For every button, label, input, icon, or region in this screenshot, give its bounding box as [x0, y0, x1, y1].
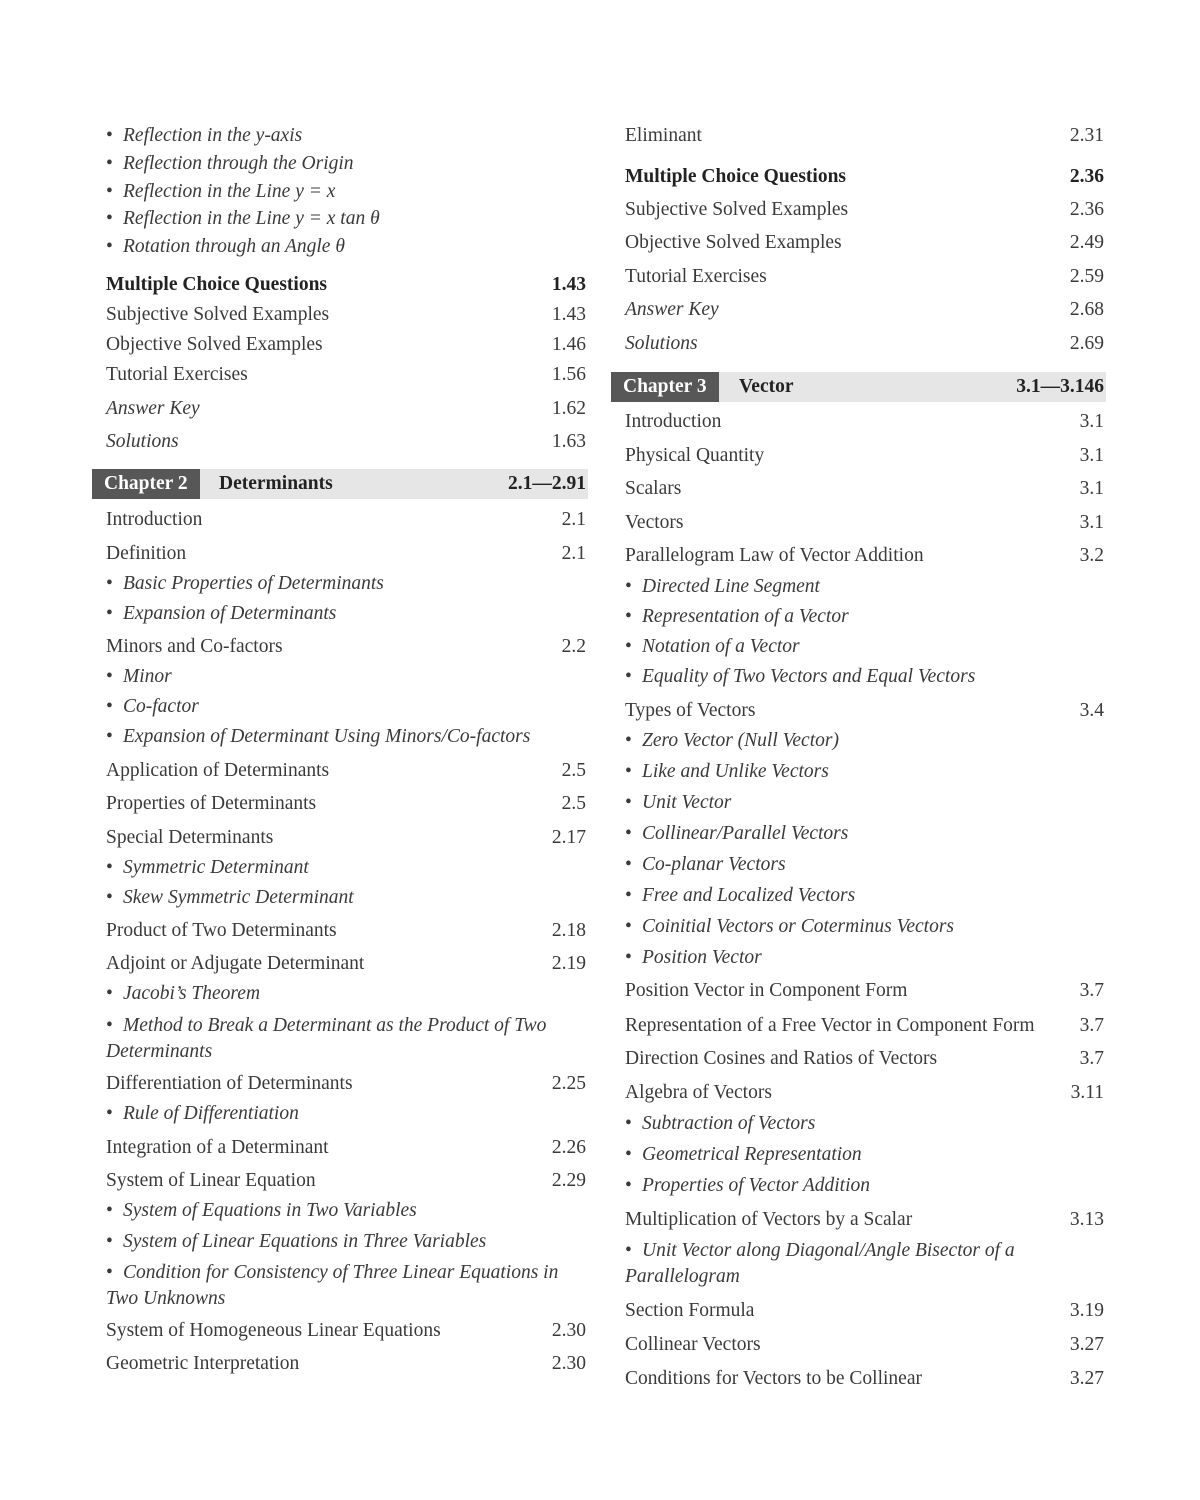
toc-page-number: 3.27: [1069, 1368, 1104, 1389]
toc-subitem-text: • Co-planar Vectors: [611, 853, 1106, 877]
toc-entry-text: Geometric Interpretation: [106, 1353, 300, 1374]
toc-subitem[interactable]: [92, 1230, 588, 1260]
toc-entry[interactable]: [611, 231, 1106, 265]
toc-page-number: 2.30: [551, 1320, 586, 1341]
toc-subitem-text: • Representation of a Vector: [611, 605, 1106, 629]
chapter-number-label: Chapter 3: [611, 372, 719, 402]
toc-entry[interactable]: [611, 1081, 1106, 1112]
toc-entry-text: Collinear Vectors: [625, 1334, 761, 1355]
toc-subitem-text: • Skew Symmetric Determinant: [92, 886, 588, 910]
toc-subitem[interactable]: [92, 856, 588, 886]
toc-subitem[interactable]: [92, 665, 588, 695]
toc-subitem-text: • Reflection in the y-axis: [92, 124, 588, 148]
toc-entry[interactable]: [92, 919, 588, 952]
toc-entry-text: Answer Key: [106, 398, 200, 419]
chapter-3-heading[interactable]: [611, 372, 1106, 402]
toc-entry-text: Solutions: [625, 333, 698, 354]
toc-page-number: 2.5: [561, 760, 586, 781]
toc-page-number: 3.19: [1069, 1300, 1104, 1321]
toc-subitem[interactable]: [92, 602, 588, 635]
toc-subitem-text: • Method to Break a Determinant as the Product of Two Determinants: [92, 1013, 588, 1065]
toc-subitem[interactable]: [611, 884, 1106, 915]
toc-entry-text: Direction Cosines and Ratios of Vectors: [625, 1048, 938, 1069]
toc-entry-text: Introduction: [106, 509, 203, 530]
toc-entry-text: Multiple Choice Questions: [625, 166, 847, 187]
toc-page-number: 2.31: [1069, 125, 1104, 146]
toc-entry-text: Eliminant: [625, 125, 702, 146]
toc-subitem-text: • Coinitial Vectors or Coterminus Vectors: [611, 915, 1106, 939]
toc-entry[interactable]: [611, 410, 1106, 444]
toc-entry[interactable]: [611, 198, 1106, 231]
toc-subitem[interactable]: [611, 822, 1106, 853]
toc-subitem-text: • Symmetric Determinant: [92, 856, 588, 880]
toc-entry-text: Tutorial Exercises: [106, 364, 248, 385]
toc-page-number: 3.1: [1079, 478, 1104, 499]
toc-mcq-entry[interactable]: [611, 165, 1106, 198]
toc-entry[interactable]: [611, 298, 1106, 332]
toc-subitem-text: • Unit Vector: [611, 791, 1106, 815]
toc-subitem-text: • Expansion of Determinant Using Minors/Co-factors: [92, 725, 588, 749]
toc-subitem[interactable]: [611, 791, 1106, 822]
toc-page-number: 3.4: [1079, 700, 1104, 721]
toc-subitem[interactable]: [92, 1260, 588, 1319]
toc-entry-text: Objective Solved Examples: [625, 232, 842, 253]
toc-entry[interactable]: [611, 699, 1106, 729]
toc-page-number: 2.1: [561, 509, 586, 530]
toc-entry[interactable]: [92, 430, 588, 469]
toc-entry-text: Integration of a Determinant: [106, 1137, 329, 1158]
toc-entry[interactable]: [92, 303, 588, 333]
chapter-page-range: 2.1—2.91: [508, 473, 586, 494]
toc-page-number: 1.63: [551, 431, 586, 452]
toc-subitem-text: • Equality of Two Vectors and Equal Vectors: [611, 665, 1106, 689]
toc-entry-text: Subjective Solved Examples: [106, 304, 330, 325]
toc-entry[interactable]: [611, 1208, 1106, 1238]
toc-page-number: 2.26: [551, 1137, 586, 1158]
toc-subitem[interactable]: [611, 1174, 1106, 1208]
toc-subitem-text: • Notation of a Vector: [611, 635, 1106, 659]
toc-entry-text: Physical Quantity: [625, 445, 765, 466]
toc-subitem-text: • Basic Properties of Determinants: [92, 572, 588, 596]
chapter-2-heading[interactable]: [92, 469, 588, 499]
toc-entry-text: Properties of Determinants: [106, 793, 317, 814]
toc-entry-text: Parallelogram Law of Vector Addition: [625, 545, 924, 566]
toc-subitem-text: • Zero Vector (Null Vector): [611, 729, 1106, 753]
chapter-title: Vector: [739, 376, 794, 397]
toc-entry[interactable]: [92, 1072, 588, 1102]
toc-subitem-text: • Position Vector: [611, 946, 1106, 970]
toc-entry-text: Position Vector in Component Form: [625, 980, 908, 1001]
toc-entry-text: Conditions for Vectors to be Collinear: [625, 1368, 922, 1389]
toc-entry-text: Algebra of Vectors: [625, 1082, 772, 1103]
toc-page-number: 1.62: [551, 398, 586, 419]
toc-page-number: 1.56: [551, 364, 586, 385]
toc-subitem-text: • Rotation through an Angle θ: [92, 235, 588, 259]
toc-entry[interactable]: [92, 826, 588, 856]
toc-subitem[interactable]: [92, 982, 588, 1013]
toc-subitem[interactable]: [611, 665, 1106, 699]
toc-subitem[interactable]: [92, 152, 588, 180]
toc-subitem[interactable]: [92, 1013, 588, 1072]
toc-entry[interactable]: [92, 363, 588, 397]
toc-subitem-text: • Geometrical Representation: [611, 1143, 1106, 1167]
toc-page-number: 3.7: [1079, 980, 1104, 1001]
toc-page-number: 2.69: [1069, 333, 1104, 354]
toc-entry-text: Introduction: [625, 411, 722, 432]
chapter-page-range: 3.1—3.146: [1016, 376, 1104, 397]
chapter-title: Determinants: [219, 473, 333, 494]
toc-page-number: 3.13: [1069, 1209, 1104, 1230]
toc-entry[interactable]: [611, 1014, 1106, 1047]
toc-page-number: 3.1: [1079, 512, 1104, 533]
toc-subitem-text: • Reflection in the Line y = x: [92, 180, 588, 204]
toc-subitem-text: • Reflection in the Line y = x tan θ: [92, 207, 588, 231]
toc-entry-text: Application of Determinants: [106, 760, 330, 781]
toc-entry[interactable]: [611, 477, 1106, 511]
toc-subitem[interactable]: [611, 853, 1106, 884]
toc-entry-text: Subjective Solved Examples: [625, 199, 849, 220]
toc-subitem-text: • Directed Line Segment: [611, 575, 1106, 599]
toc-left-column: [92, 124, 588, 1382]
toc-subitem-text: • Expansion of Determinants: [92, 602, 588, 626]
toc-subitem-text: • Properties of Vector Addition: [611, 1174, 1106, 1198]
toc-subitem[interactable]: [611, 635, 1106, 665]
toc-page-number: 2.2: [561, 636, 586, 657]
toc-page-number: 2.49: [1069, 232, 1104, 253]
toc-subitem[interactable]: [92, 886, 588, 919]
toc-subitem-text: • Condition for Consistency of Three Linear Equations in Two Unknowns: [92, 1260, 588, 1312]
toc-subitem-text: • Reflection through the Origin: [92, 152, 588, 176]
toc-subitem[interactable]: [92, 180, 588, 207]
toc-page-number: 3.7: [1079, 1015, 1104, 1036]
toc-page-number: 2.17: [551, 827, 586, 848]
toc-subitem[interactable]: [611, 760, 1106, 791]
toc-subitem-text: • Free and Localized Vectors: [611, 884, 1106, 908]
toc-subitem[interactable]: [611, 1238, 1106, 1299]
toc-page-number: 2.36: [1069, 199, 1104, 220]
toc-entry[interactable]: [611, 1299, 1106, 1333]
toc-page-number: 2.1: [561, 543, 586, 564]
toc-page-number: 2.36: [1069, 166, 1104, 187]
toc-subitem[interactable]: [611, 1112, 1106, 1143]
toc-entry-text: Types of Vectors: [625, 700, 756, 721]
toc-subitem[interactable]: [611, 575, 1106, 605]
toc-page-number: 2.19: [551, 953, 586, 974]
toc-subitem-text: • Jacobi’s Theorem: [92, 982, 588, 1006]
toc-subitem[interactable]: [92, 572, 588, 602]
toc-entry[interactable]: [611, 1367, 1106, 1397]
toc-page-number: 2.29: [551, 1170, 586, 1191]
toc-entry-text: System of Homogeneous Linear Equations: [106, 1320, 441, 1341]
toc-subitem[interactable]: [611, 946, 1106, 979]
toc-subitem[interactable]: [92, 1102, 588, 1136]
toc-entry-text: Objective Solved Examples: [106, 334, 323, 355]
toc-page-number: 3.2: [1079, 545, 1104, 566]
toc-entry-text: Solutions: [106, 431, 179, 452]
toc-entry[interactable]: [92, 952, 588, 982]
toc-entry[interactable]: [611, 1047, 1106, 1081]
toc-entry[interactable]: [92, 397, 588, 430]
toc-entry-text: Tutorial Exercises: [625, 266, 767, 287]
toc-entry[interactable]: [92, 1169, 588, 1199]
toc-page-number: 2.18: [551, 920, 586, 941]
toc-page-number: 2.30: [551, 1353, 586, 1374]
toc-subitem-text: • System of Linear Equations in Three Variables: [92, 1230, 588, 1254]
toc-page-number: 3.1: [1079, 445, 1104, 466]
toc-entry-text: Answer Key: [625, 299, 719, 320]
toc-page-number: 3.27: [1069, 1334, 1104, 1355]
toc-mcq-entry[interactable]: [92, 273, 588, 303]
toc-entry[interactable]: [92, 635, 588, 665]
toc-entry[interactable]: [92, 333, 588, 363]
toc-entry[interactable]: [92, 792, 588, 826]
toc-right-column: [611, 124, 1106, 1397]
toc-page-number: 3.11: [1070, 1082, 1104, 1103]
toc-page-number: 2.59: [1069, 266, 1104, 287]
toc-entry[interactable]: [611, 544, 1106, 575]
toc-entry[interactable]: [92, 1352, 588, 1382]
toc-entry-text: Special Determinants: [106, 827, 274, 848]
toc-entry-text: Adjoint or Adjugate Determinant: [106, 953, 365, 974]
toc-page-number: 1.43: [551, 274, 586, 295]
toc-entry[interactable]: [611, 1333, 1106, 1367]
toc-subitem[interactable]: [611, 1143, 1106, 1174]
toc-subitem[interactable]: [611, 729, 1106, 760]
toc-page-number: 2.68: [1069, 299, 1104, 320]
toc-entry[interactable]: [611, 124, 1106, 165]
toc-entry-text: Differentiation of Determinants: [106, 1073, 353, 1094]
toc-subitem-text: • Like and Unlike Vectors: [611, 760, 1106, 784]
toc-subitem[interactable]: [611, 605, 1106, 635]
toc-entry[interactable]: [92, 759, 588, 792]
toc-subitem-text: • Co-factor: [92, 695, 588, 719]
toc-entry[interactable]: [611, 265, 1106, 298]
toc-entry[interactable]: [611, 444, 1106, 477]
toc-page-number: 2.5: [561, 793, 586, 814]
toc-entry[interactable]: [92, 1319, 588, 1352]
toc-subitem[interactable]: [92, 124, 588, 152]
toc-subitem[interactable]: [92, 207, 588, 235]
toc-entry-text: Vectors: [625, 512, 684, 533]
toc-entry-text: Product of Two Determinants: [106, 920, 337, 941]
toc-entry[interactable]: [92, 508, 588, 542]
toc-page-number: 2.25: [551, 1073, 586, 1094]
toc-entry-text: Section Formula: [625, 1300, 755, 1321]
toc-entry[interactable]: [92, 1136, 588, 1169]
toc-subitem-text: • System of Equations in Two Variables: [92, 1199, 588, 1223]
toc-page-number: 1.43: [551, 304, 586, 325]
toc-subitem-text: • Unit Vector along Diagonal/Angle Bisector of a Parallelogram: [611, 1238, 1106, 1290]
toc-page-number: 3.1: [1079, 411, 1104, 432]
toc-entry[interactable]: [611, 332, 1106, 372]
toc-subitem-text: • Minor: [92, 665, 588, 689]
toc-entry[interactable]: [92, 542, 588, 572]
toc-page-number: 1.46: [551, 334, 586, 355]
toc-subitem[interactable]: [611, 915, 1106, 946]
toc-entry-text: System of Linear Equation: [106, 1170, 316, 1191]
toc-subitem[interactable]: [92, 235, 588, 273]
toc-entry[interactable]: [611, 979, 1106, 1014]
toc-subitem-text: • Collinear/Parallel Vectors: [611, 822, 1106, 846]
toc-entry-text: Scalars: [625, 478, 682, 499]
toc-subitem-text: • Rule of Differentiation: [92, 1102, 588, 1126]
toc-subitem-text: • Subtraction of Vectors: [611, 1112, 1106, 1136]
toc-subitem[interactable]: [92, 1199, 588, 1230]
toc-entry-text: Multiple Choice Questions: [106, 274, 328, 295]
toc-entry[interactable]: [611, 511, 1106, 544]
chapter-number-label: Chapter 2: [92, 469, 200, 499]
toc-subitem[interactable]: [92, 695, 588, 725]
toc-entry-text: Multiplication of Vectors by a Scalar: [625, 1209, 913, 1230]
toc-page-number: 3.7: [1079, 1048, 1104, 1069]
toc-subitem[interactable]: [92, 725, 588, 759]
toc-entry-text: Representation of a Free Vector in Component Form: [625, 1015, 1035, 1036]
toc-entry-text: Minors and Co-factors: [106, 636, 283, 657]
toc-entry-text: Definition: [106, 543, 187, 564]
